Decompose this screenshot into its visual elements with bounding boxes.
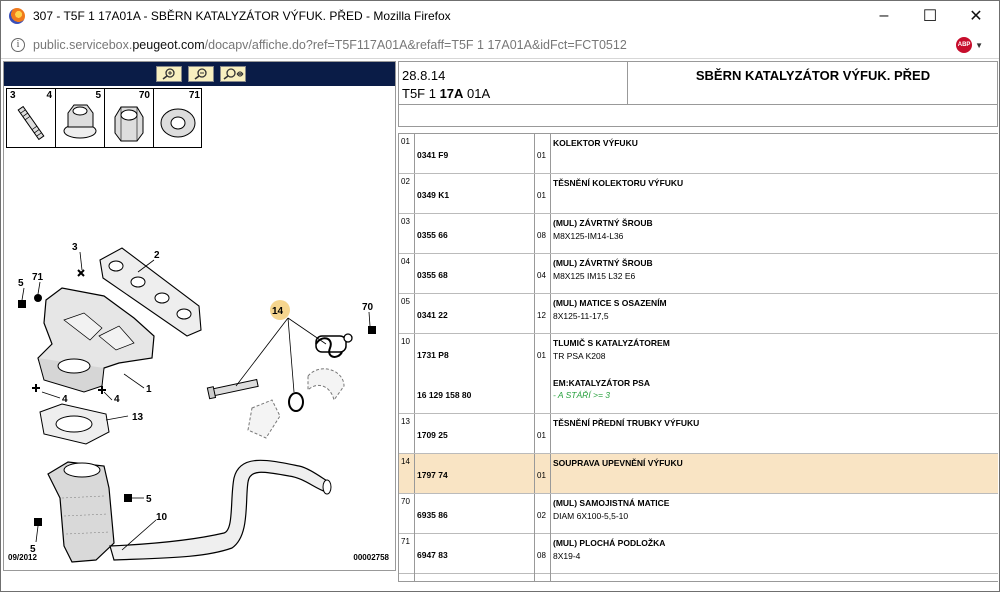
- item-no: 02: [399, 174, 415, 213]
- parts-header: [398, 61, 998, 105]
- part-ref-cell: [415, 414, 535, 453]
- part-ref[interactable]: 0341 F9: [417, 150, 449, 160]
- zoom-toolbar: [4, 62, 395, 86]
- part-ref[interactable]: 1731 P8: [417, 350, 449, 360]
- part-spec: M8X125-IM14-L36: [553, 231, 624, 241]
- item-no: 03: [399, 214, 415, 253]
- part-spec: DIAM 6X100-5,5-10: [553, 511, 629, 521]
- table-row[interactable]: [399, 254, 998, 294]
- exploded-view-diagram: [4, 148, 395, 555]
- table-filler: [398, 530, 998, 582]
- item-no: 70: [399, 494, 415, 533]
- table-row-selected[interactable]: [399, 454, 998, 494]
- page-title: SBĚRN KATALYZÁTOR VÝFUK. PŘED: [695, 68, 931, 83]
- thumb-label: 71: [188, 90, 200, 101]
- zoom-fit-button[interactable]: [220, 66, 246, 82]
- callout-13[interactable]: 13: [132, 412, 144, 423]
- zoom-in-icon: [159, 68, 179, 80]
- item-no: 71: [399, 534, 415, 573]
- qty-cell: [535, 214, 551, 253]
- part-spec: M8X125 IM15 L32 E6: [553, 271, 636, 281]
- minimize-icon: –: [879, 7, 889, 24]
- fixing-kit-parts[interactable]: [207, 334, 352, 438]
- zoom-fit-icon: [222, 68, 244, 80]
- part-ref[interactable]: 1797 74: [417, 470, 448, 480]
- quantity: 08: [537, 231, 546, 240]
- part-ref[interactable]: 0349 K1: [417, 190, 450, 200]
- drawing-pane: [3, 61, 396, 571]
- header-meta: [399, 62, 628, 104]
- adblock-icon: ABP: [956, 37, 972, 53]
- desc-cell: [551, 414, 998, 453]
- desc-cell: [551, 254, 998, 293]
- callout-5-bottom[interactable]: 5: [30, 544, 36, 555]
- callout-4-left[interactable]: 4: [62, 394, 68, 405]
- desc-cell: [551, 334, 998, 413]
- url-field[interactable]: [33, 38, 627, 52]
- table-row[interactable]: [399, 294, 998, 334]
- quantity: 02: [537, 511, 546, 520]
- part-name-alt: EM:KATALYZÁTOR PSA: [553, 378, 650, 388]
- item-no: 14: [399, 454, 415, 493]
- callout-1[interactable]: 1: [146, 384, 152, 395]
- qty-cell: [535, 294, 551, 333]
- callout-4-right[interactable]: 4: [114, 394, 120, 405]
- callout-5-right[interactable]: 5: [146, 494, 152, 505]
- title-bar: [1, 1, 999, 31]
- close-button[interactable]: [953, 1, 999, 31]
- quantity: 01: [537, 151, 546, 160]
- part-ref-cell: [415, 174, 535, 213]
- part-name: (MUL) ZÁVRTNÝ ŠROUB: [553, 218, 653, 228]
- part-name: SOUPRAVA UPEVNĚNÍ VÝFUKU: [553, 458, 683, 468]
- table-row[interactable]: [399, 174, 998, 214]
- callout-2[interactable]: 2: [154, 250, 160, 261]
- part-ref[interactable]: 0355 66: [417, 230, 448, 240]
- part-name: (MUL) SAMOJISTNÁ MATICE: [553, 498, 670, 508]
- part-ref[interactable]: 6947 83: [417, 550, 448, 560]
- part-ref-cell: [415, 494, 535, 533]
- desc-cell: [551, 454, 998, 493]
- item-no: 01: [399, 134, 415, 173]
- adblock-button[interactable]: [956, 37, 983, 53]
- part-name: TĚSNĚNÍ PŘEDNÍ TRUBKY VÝFUKU: [553, 418, 700, 428]
- qty-cell: [535, 334, 551, 413]
- part-ref[interactable]: 0341 22: [417, 310, 448, 320]
- callout-5[interactable]: 5: [18, 278, 24, 289]
- quantity: 08: [537, 551, 546, 560]
- quantity: 01: [537, 191, 546, 200]
- part-ref-cell: [415, 214, 535, 253]
- catalytic-converter[interactable]: [48, 462, 114, 562]
- part-name: (MUL) MATICE S OSAZENÍM: [553, 298, 667, 308]
- header-spacer: [398, 105, 998, 127]
- firefox-icon: [9, 8, 25, 24]
- filler-col: [415, 530, 535, 582]
- part-name: (MUL) PLOCHÁ PODLOŽKA: [553, 538, 666, 548]
- part-name: TLUMIČ S KATALYZÁTOREM: [553, 338, 670, 348]
- address-bar[interactable]: [1, 31, 999, 59]
- info-icon[interactable]: i: [11, 38, 25, 52]
- part-spec: 8X125-11-17,5: [553, 311, 609, 321]
- quantity: 12: [537, 311, 546, 320]
- drawing-date: 09/2012: [8, 553, 37, 562]
- table-row[interactable]: [399, 214, 998, 254]
- ref-bold: 17A: [439, 86, 464, 101]
- part-ref-cell: [415, 254, 535, 293]
- thumb-stud[interactable]: [7, 89, 56, 147]
- part-thumbnails: [6, 88, 202, 148]
- item-no: 13: [399, 414, 415, 453]
- item-no: 05: [399, 294, 415, 333]
- table-bottom-border: [398, 581, 998, 582]
- table-row[interactable]: [399, 494, 998, 534]
- part-note: - A STÁŘÍ >= 3: [553, 390, 611, 400]
- desc-cell: [551, 174, 998, 213]
- drawing-code: 00002758: [353, 553, 389, 562]
- thumb-washer[interactable]: [154, 89, 203, 147]
- qty-cell: [535, 254, 551, 293]
- qty-cell: [535, 414, 551, 453]
- part-ref-cell: [415, 134, 535, 173]
- part-ref-cell: [415, 334, 535, 413]
- url-prefix: public.servicebox.: [33, 37, 133, 52]
- part-ref[interactable]: 0355 68: [417, 270, 448, 280]
- qty-cell: [535, 134, 551, 173]
- header-ref: [402, 85, 627, 103]
- item-no: 10: [399, 334, 415, 413]
- zoom-out-icon: [191, 68, 211, 80]
- part-ref-cell: [415, 454, 535, 493]
- header-date: 28.8.14: [402, 68, 446, 83]
- thumb-flange-nut[interactable]: [56, 89, 105, 147]
- thumb-label: 4: [46, 90, 52, 101]
- filler-col: [535, 530, 551, 582]
- part-ref[interactable]: 1709 25: [417, 430, 448, 440]
- ref-prefix: T5F 1: [402, 86, 440, 101]
- table-row[interactable]: [399, 414, 998, 454]
- chevron-down-icon[interactable]: ▼: [975, 40, 983, 50]
- callout-14[interactable]: 14: [272, 306, 284, 317]
- ref-suffix: 01A: [463, 86, 491, 101]
- thumb-label: 70: [138, 90, 150, 101]
- callout-71[interactable]: 71: [32, 272, 44, 283]
- part-spec: 8X19-4: [553, 551, 581, 561]
- filler-col: [399, 530, 415, 582]
- table-row[interactable]: [399, 334, 998, 414]
- item-no: 04: [399, 254, 415, 293]
- callout-10[interactable]: 10: [156, 512, 168, 523]
- parts-pane: [398, 61, 999, 591]
- zoom-out-button[interactable]: [188, 66, 214, 82]
- part-name: TĚSNĚNÍ KOLEKTORU VÝFUKU: [553, 178, 684, 188]
- desc-cell: [551, 134, 998, 173]
- desc-cell: [551, 494, 998, 533]
- part-name: (MUL) ZÁVRTNÝ ŠROUB: [553, 258, 653, 268]
- quantity: 01: [537, 431, 546, 440]
- maximize-button[interactable]: [907, 1, 953, 31]
- part-ref-cell: [415, 294, 535, 333]
- thumb-lock-nut[interactable]: [105, 89, 154, 147]
- exhaust-manifold[interactable]: [38, 288, 154, 392]
- parts-table: [398, 133, 998, 574]
- part-ref[interactable]: 6935 86: [417, 510, 448, 520]
- table-row[interactable]: [399, 134, 998, 174]
- url-suffix: /docapv/affiche.do?ref=T5F117A01A&refaff=T5F 1 17A01A&idFct=FCT0512: [204, 37, 627, 52]
- qty-cell: [535, 454, 551, 493]
- window-controls: [861, 1, 999, 31]
- exhaust-pipe[interactable]: [110, 460, 331, 560]
- quantity: 04: [537, 271, 546, 280]
- url-domain: peugeot.com: [132, 37, 205, 52]
- qty-cell: [535, 494, 551, 533]
- quantity: 01: [537, 351, 546, 360]
- part-spec: TR PSA K208: [553, 351, 606, 361]
- quantity: 01: [537, 471, 546, 480]
- thumb-label: 3: [10, 90, 16, 101]
- part-ref-alt[interactable]: 16 129 158 80: [417, 390, 472, 400]
- close-icon: ✕: [969, 8, 983, 25]
- desc-cell: [551, 294, 998, 333]
- part-name: KOLEKTOR VÝFUKU: [553, 138, 638, 148]
- zoom-in-button[interactable]: [156, 66, 182, 82]
- minimize-button[interactable]: [861, 1, 907, 31]
- thumb-label: 5: [95, 90, 101, 101]
- callout-3[interactable]: 3: [72, 242, 78, 253]
- maximize-icon: ☐: [922, 8, 938, 25]
- qty-cell: [535, 174, 551, 213]
- window-title: 307 - T5F 1 17A01A - SBĚRN KATALYZÁTOR VÝFUK. PŘED - Mozilla Firefox: [33, 9, 451, 23]
- callout-70[interactable]: 70: [362, 302, 374, 313]
- desc-cell: [551, 214, 998, 253]
- downpipe-gasket[interactable]: [40, 404, 109, 444]
